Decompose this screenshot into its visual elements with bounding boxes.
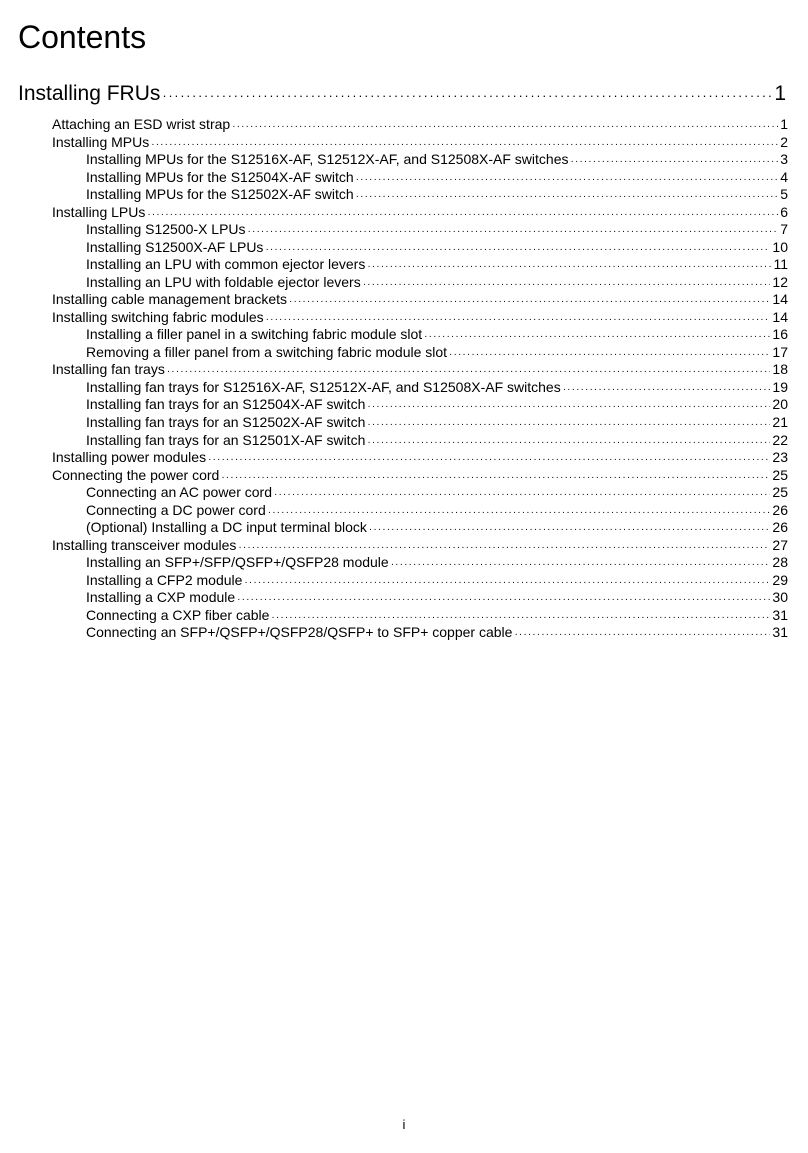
toc-entry-page: 18 xyxy=(772,361,788,378)
toc-entry[interactable] xyxy=(86,169,788,188)
toc-entry-title: Installing fan trays for an S12502X-AF switch xyxy=(86,414,366,430)
dot-leader xyxy=(274,486,770,503)
toc-entry-page: 26 xyxy=(772,501,788,518)
toc-entry-title: Connecting an AC power cord xyxy=(86,484,272,501)
toc-entry-page: 1 xyxy=(780,116,788,132)
toc-entry-title: Installing fan trays xyxy=(52,361,165,378)
toc-entry-title: Installing S12500-X LPUs xyxy=(86,221,246,238)
dot-leader xyxy=(238,539,770,556)
toc-entry-page: 17 xyxy=(772,343,788,360)
dot-leader xyxy=(244,574,770,591)
toc-entry-title: Installing S12500X-AF LPUs xyxy=(86,238,264,255)
dot-leader xyxy=(367,258,771,275)
toc-entry[interactable] xyxy=(86,396,788,415)
toc-entry[interactable] xyxy=(86,519,788,538)
toc-entry[interactable] xyxy=(86,502,788,521)
toc-entry-page: 21 xyxy=(772,414,788,430)
toc-entry-title: Installing FRUs xyxy=(18,82,161,105)
dot-leader xyxy=(147,206,778,223)
dot-leader xyxy=(232,118,778,135)
toc-entry-title: Installing fan trays for an S12504X-AF switch xyxy=(86,396,366,413)
toc-entry-title: Installing an LPU with foldable ejector levers xyxy=(86,273,361,290)
toc-entry[interactable] xyxy=(86,344,788,363)
dot-leader xyxy=(391,556,771,573)
dot-leader xyxy=(367,434,770,451)
dot-leader xyxy=(449,346,770,363)
toc-entry-page: 30 xyxy=(772,589,788,606)
toc-entry-page: 19 xyxy=(772,378,788,395)
toc-entry-page: 31 xyxy=(772,606,788,623)
toc-entry[interactable] xyxy=(86,186,788,205)
toc-entry-page: 26 xyxy=(772,519,788,536)
toc-entry-page: 6 xyxy=(780,203,788,220)
toc-entry[interactable] xyxy=(52,116,788,135)
toc-entry[interactable] xyxy=(52,361,788,380)
dot-leader xyxy=(356,171,779,188)
toc-entry-title: Connecting a CXP fiber cable xyxy=(86,606,270,623)
toc-entry[interactable] xyxy=(86,221,788,240)
toc-entry-page: 23 xyxy=(772,449,788,466)
toc-entry[interactable] xyxy=(86,607,788,626)
toc-entry-title: Connecting the power cord xyxy=(52,466,220,483)
toc-entry-page: 27 xyxy=(772,536,788,553)
toc-entry-page: 29 xyxy=(772,571,788,588)
dot-leader xyxy=(424,328,770,345)
dot-leader xyxy=(363,276,771,293)
toc-entry-title: Installing fan trays for S12516X-AF, S12512X-AF, and S12508X-AF switches xyxy=(86,378,561,395)
toc-entry-title: Installing an SFP+/SFP/QSFP+/QSFP28 module xyxy=(86,554,389,571)
dot-leader xyxy=(369,521,771,538)
toc-entry[interactable] xyxy=(86,256,788,275)
dot-leader xyxy=(208,451,770,468)
toc-entry-page: 3 xyxy=(780,151,788,168)
toc-entry[interactable] xyxy=(52,204,788,223)
toc-entry-page: 31 xyxy=(772,624,788,641)
toc-entry[interactable] xyxy=(52,449,788,468)
toc-entry-title: Connecting a DC power cord xyxy=(86,501,266,518)
toc-entry-page: 14 xyxy=(772,308,788,325)
toc-entry-title: (Optional) Installing a DC input terminal block xyxy=(86,519,367,536)
toc-entry-title: Connecting an SFP+/QSFP+/QSFP28/QSFP+ to SFP+ copper cable xyxy=(86,624,513,641)
toc-entry-page: 16 xyxy=(772,326,788,343)
dot-leader xyxy=(221,469,770,486)
dot-leader xyxy=(356,188,779,205)
toc-entry-title: Installing a filler panel in a switching fabric module slot xyxy=(86,326,423,343)
toc-entry-page: 28 xyxy=(772,554,788,571)
toc-entry[interactable] xyxy=(86,326,788,345)
toc-entry-page: 7 xyxy=(780,221,788,238)
toc-entry[interactable] xyxy=(86,624,788,643)
toc-entry[interactable] xyxy=(52,291,788,310)
toc-entry-title: Installing MPUs for the S12504X-AF switch xyxy=(86,168,354,185)
dot-leader xyxy=(271,609,770,626)
toc-entry-page: 14 xyxy=(772,291,788,308)
page-number: i xyxy=(402,1117,406,1132)
page-title: Contents xyxy=(18,19,147,55)
toc-entry-page: 4 xyxy=(780,168,788,185)
toc-entry-title: Installing LPUs xyxy=(52,203,146,220)
toc-entry-page: 20 xyxy=(772,396,788,413)
toc-entry[interactable] xyxy=(86,239,788,258)
toc-entry-title: Installing a CFP2 module xyxy=(86,571,243,588)
toc-entry-title: Installing an LPU with common ejector levers xyxy=(86,256,366,273)
dot-leader xyxy=(570,153,778,170)
toc-entry-page: 2 xyxy=(780,133,788,150)
toc-entry[interactable] xyxy=(86,572,788,591)
dot-leader xyxy=(151,136,778,153)
toc-chapter-entry[interactable] xyxy=(18,82,786,108)
toc-entry[interactable] xyxy=(52,134,788,153)
toc-entry[interactable] xyxy=(52,537,788,556)
toc-entry[interactable] xyxy=(86,554,788,573)
toc-entry-page: 11 xyxy=(773,256,788,273)
dot-leader xyxy=(237,591,770,608)
toc-entry-title: Installing fan trays for an S12501X-AF switch xyxy=(86,431,366,448)
toc-entry-title: Installing a CXP module xyxy=(86,589,236,606)
toc-entry[interactable] xyxy=(86,151,788,170)
toc-entry-page: 25 xyxy=(772,466,788,483)
toc-entry-page: 25 xyxy=(772,484,788,501)
toc-entry-title: Installing cable management brackets xyxy=(52,291,288,308)
toc-entry-page: 5 xyxy=(780,186,788,203)
dot-leader xyxy=(367,416,770,433)
dot-leader xyxy=(266,311,771,328)
dot-leader xyxy=(167,363,771,380)
dot-leader xyxy=(265,241,770,258)
toc-entry[interactable] xyxy=(52,467,788,486)
toc-entry-page: 1 xyxy=(774,82,786,105)
toc-entry-title: Installing switching fabric modules xyxy=(52,308,264,325)
toc-entry-title: Removing a filler panel from a switching fabric module slot xyxy=(86,343,448,360)
toc-entry-title: Installing MPUs xyxy=(52,133,150,150)
dot-leader xyxy=(514,626,770,643)
toc-entry-title: Installing power modules xyxy=(52,449,207,466)
dot-leader xyxy=(248,223,779,240)
toc-entry-page: 12 xyxy=(772,273,788,290)
dot-leader xyxy=(563,381,771,398)
dot-leader xyxy=(367,398,770,415)
dot-leader xyxy=(162,84,772,108)
toc-entry[interactable] xyxy=(86,414,788,433)
toc-entry[interactable] xyxy=(86,379,788,398)
toc-entry-title: Attaching an ESD wrist strap xyxy=(52,116,231,132)
toc-entry[interactable] xyxy=(86,432,788,451)
toc-entry-title: Installing MPUs for the S12516X-AF, S12512X-AF, and S12508X-AF switches xyxy=(86,151,569,168)
toc-entry-page: 22 xyxy=(772,431,788,448)
toc-entry-title: Installing MPUs for the S12502X-AF switch xyxy=(86,186,354,203)
dot-leader xyxy=(268,504,771,521)
toc-entry[interactable] xyxy=(86,589,788,608)
toc-entry-title: Installing transceiver modules xyxy=(52,536,237,553)
toc-entry[interactable] xyxy=(52,309,788,328)
dot-leader xyxy=(289,293,770,310)
toc-entry[interactable] xyxy=(86,484,788,503)
toc-entry[interactable] xyxy=(86,274,788,293)
toc-entry-page: 10 xyxy=(772,238,788,255)
